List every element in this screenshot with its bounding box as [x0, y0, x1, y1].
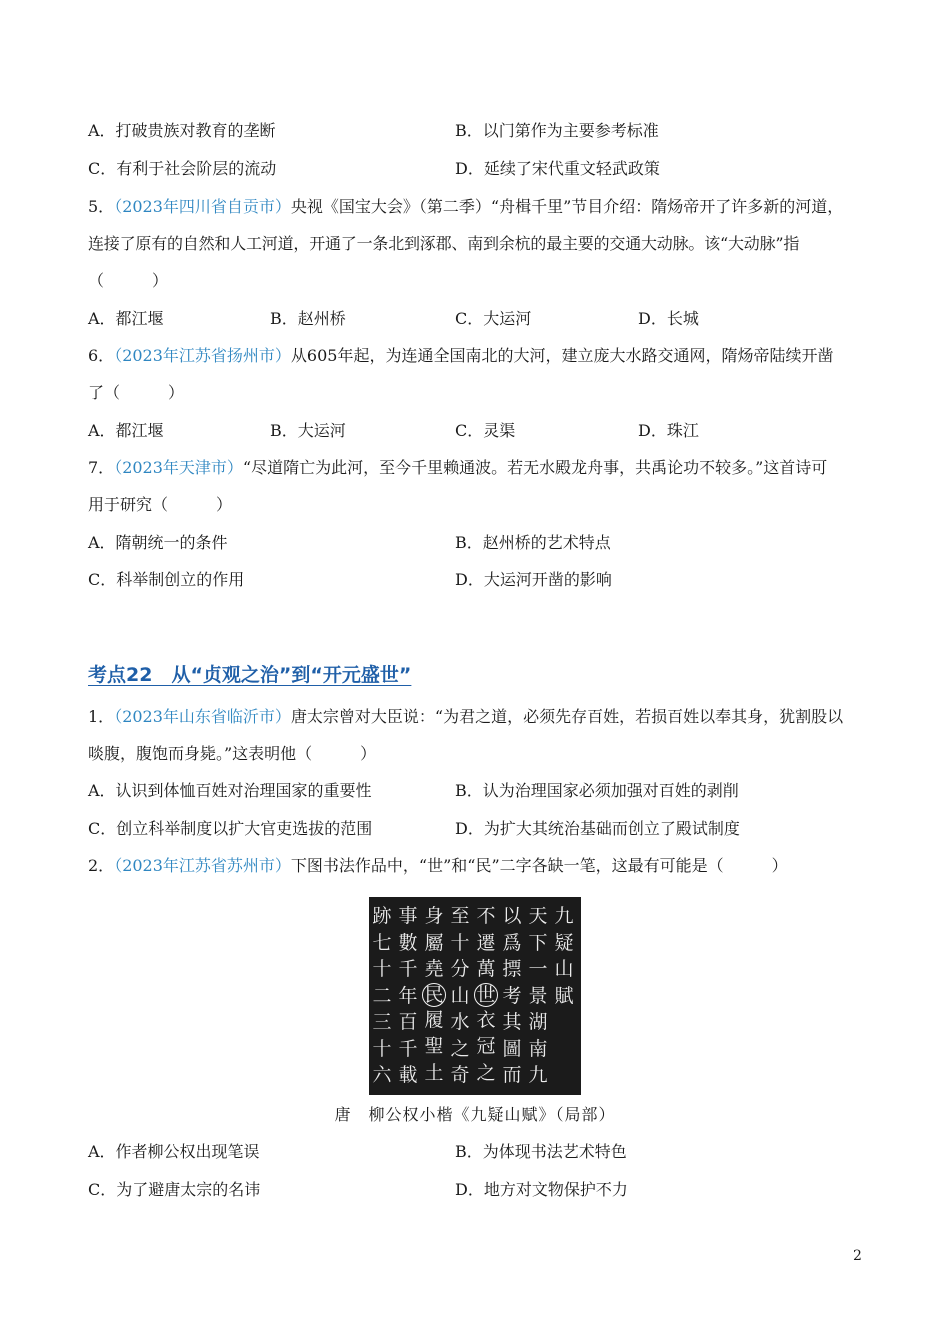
calligraphy-character: 分 [450, 958, 470, 980]
calligraphy-column [475, 903, 497, 1086]
q6-stem-line1 [88, 345, 833, 367]
calligraphy-character: 爲 [502, 931, 522, 954]
s1-stem-line2: 啖腹，腹饱而身毙。”这表明他（ ） [88, 744, 377, 763]
calligraphy-character: 千 [398, 958, 418, 980]
s2-option-a: A．作者柳公权出现笔误 [88, 1142, 260, 1161]
q7-stem-line1 [88, 457, 827, 479]
calligraphy-character: 三 [372, 1011, 392, 1033]
s1-option-d: D．为扩大其统治基础而创立了殿试制度 [455, 819, 740, 838]
q5-source: （2023年四川省自贡市） [114, 197, 291, 216]
calligraphy-image [369, 897, 581, 1095]
q5-option-a: A．都江堰 [88, 309, 164, 328]
calligraphy-character: 聖 [424, 1035, 444, 1057]
q5-number: 5． [88, 197, 115, 216]
q4-option-b: B．以门第作为主要参考标准 [455, 121, 659, 140]
q4-option-a: A．打破贵族对教育的垄断 [88, 121, 276, 140]
q7-source: （2023年天津市） [114, 458, 243, 477]
s1-option-b: B．认为治理国家必须加强对百姓的剥削 [455, 781, 739, 800]
s2-option-b: B．为体现书法艺术特色 [455, 1142, 627, 1161]
q5-stem-line2: 连接了原有的自然和人工河道，开通了一条北到涿郡、南到余杭的最主要的交通大动脉。该“大动脉”指 [88, 234, 800, 253]
calligraphy-column [553, 903, 575, 1009]
circled-character: 民 [422, 983, 446, 1007]
calligraphy-character: 六 [372, 1064, 392, 1086]
calligraphy-column [423, 903, 445, 1086]
calligraphy-character: 百 [398, 1011, 418, 1033]
calligraphy-column [501, 903, 523, 1089]
q6-number: 6． [88, 346, 115, 365]
s1-option-a: A．认识到体恤百姓对治理国家的重要性 [88, 781, 372, 800]
calligraphy-character: 天 [528, 905, 548, 927]
calligraphy-character: 千 [398, 1037, 418, 1060]
q6-option-c: C．灵渠 [455, 421, 516, 440]
circled-character: 世 [474, 983, 498, 1007]
calligraphy-column [371, 903, 393, 1089]
calligraphy-character: 山 [554, 958, 574, 980]
calligraphy-character: 奇 [450, 1064, 470, 1086]
q5-option-d: D．长城 [638, 309, 699, 328]
q7-option-c: C．科举制创立的作用 [88, 570, 245, 589]
calligraphy-character: 屬 [424, 931, 444, 954]
s2-number: 2． [88, 856, 115, 875]
calligraphy-character: 九 [554, 905, 574, 927]
calligraphy-character: 摽 [502, 958, 522, 980]
calligraphy-character: 湖 [528, 1011, 548, 1033]
calligraphy-character: 堯 [424, 958, 444, 980]
q5-option-b: B．赵州桥 [270, 309, 346, 328]
page-number: 2 [853, 1248, 862, 1264]
calligraphy-character: 其 [502, 1011, 522, 1033]
q4-option-c: C．有利于社会阶层的流动 [88, 159, 277, 178]
calligraphy-character: 十 [372, 1037, 392, 1060]
calligraphy-character: 南 [528, 1037, 548, 1060]
calligraphy-character: 一 [528, 958, 548, 980]
calligraphy-character: 數 [398, 931, 418, 954]
calligraphy-character: 載 [398, 1064, 418, 1086]
q6-option-b: B．大运河 [270, 421, 346, 440]
q6-text: 从605年起，为连通全国南北的大河，建立庞大水路交通网，隋炀帝陆续开凿 [290, 346, 834, 365]
q6-option-d: D．珠江 [638, 421, 699, 440]
s1-stem-line1 [88, 706, 843, 728]
q5-option-c: C．大运河 [455, 309, 532, 328]
calligraphy-character: 之 [476, 1061, 496, 1084]
calligraphy-character: 年 [398, 984, 418, 1007]
s2-stem-line1 [88, 855, 788, 877]
calligraphy-character: 山 [450, 984, 470, 1007]
q6-source: （2023年江苏省扬州市） [114, 346, 291, 365]
q7-option-b: B．赵州桥的艺术特点 [455, 533, 611, 552]
s2-text: 下图书法作品中，“世”和“民”二字各缺一笔，这最有可能是（ ） [290, 856, 788, 875]
calligraphy-character: 以 [502, 905, 522, 927]
calligraphy-character: 圖 [502, 1037, 522, 1060]
q7-number: 7． [88, 458, 115, 477]
q5-text: 央视《国宝大会》（第二季）“舟楫千里”节目介绍：隋炀帝开了许多新的河道， [290, 197, 844, 216]
s1-number: 1． [88, 707, 115, 726]
calligraphy-character: 冠 [476, 1035, 496, 1057]
calligraphy-character: 九 [528, 1064, 548, 1086]
q6-stem-line2: 了（ ） [88, 383, 185, 402]
calligraphy-character: 衣 [476, 1008, 496, 1031]
calligraphy-character: 遷 [476, 931, 496, 954]
q6-option-a: A．都江堰 [88, 421, 164, 440]
q5-stem-line3: （ ） [88, 271, 169, 290]
calligraphy-character: 至 [450, 905, 470, 927]
q7-option-d: D．大运河开凿的影响 [455, 570, 612, 589]
q4-option-d: D．延续了宋代重文轻武政策 [455, 159, 660, 178]
calligraphy-character: 景 [528, 984, 548, 1007]
q7-option-a: A．隋朝统一的条件 [88, 533, 228, 552]
figure-caption: 唐 柳公权小楷《九疑山赋》（局部） [334, 1105, 616, 1124]
calligraphy-character: 履 [424, 1008, 444, 1031]
calligraphy-character: 疑 [554, 931, 574, 954]
q7-stem-line2: 用于研究（ ） [88, 495, 233, 514]
s2-option-c: C．为了避唐太宗的名讳 [88, 1180, 261, 1199]
calligraphy-character: 土 [424, 1061, 444, 1084]
q5-stem-line1 [88, 196, 843, 218]
s1-source: （2023年山东省临沂市） [114, 707, 291, 726]
section-heading: 考点22 从“贞观之治”到“开元盛世” [88, 664, 412, 686]
calligraphy-character: 身 [424, 905, 444, 927]
calligraphy-column [449, 903, 471, 1089]
calligraphy-character: 二 [372, 984, 392, 1007]
calligraphy-character: 事 [398, 905, 418, 927]
calligraphy-column [527, 903, 549, 1089]
calligraphy-character: 十 [450, 931, 470, 954]
calligraphy-character: 考 [502, 984, 522, 1007]
calligraphy-column [397, 903, 419, 1089]
calligraphy-character: 下 [528, 931, 548, 954]
calligraphy-character: 賦 [554, 984, 574, 1007]
s2-source: （2023年江苏省苏州市） [114, 856, 291, 875]
calligraphy-character: 萬 [476, 958, 496, 980]
calligraphy-character: 跡 [372, 905, 392, 927]
calligraphy-character: 十 [372, 958, 392, 980]
s2-option-d: D．地方对文物保护不力 [455, 1180, 628, 1199]
calligraphy-character: 而 [502, 1064, 522, 1086]
s1-text: 唐太宗曾对大臣说：“为君之道，必须先存百姓，若损百姓以奉其身，犹割股以 [290, 707, 844, 726]
s1-option-c: C．创立科举制度以扩大官吏选拔的范围 [88, 819, 373, 838]
calligraphy-character: 不 [476, 905, 496, 927]
q7-text: “尽道隋亡为此河，至今千里赖通波。若无水殿龙舟事，共禹论功不较多。”这首诗可 [242, 458, 828, 477]
calligraphy-character: 七 [372, 931, 392, 954]
calligraphy-character: 水 [450, 1011, 470, 1033]
calligraphy-character: 之 [450, 1037, 470, 1060]
